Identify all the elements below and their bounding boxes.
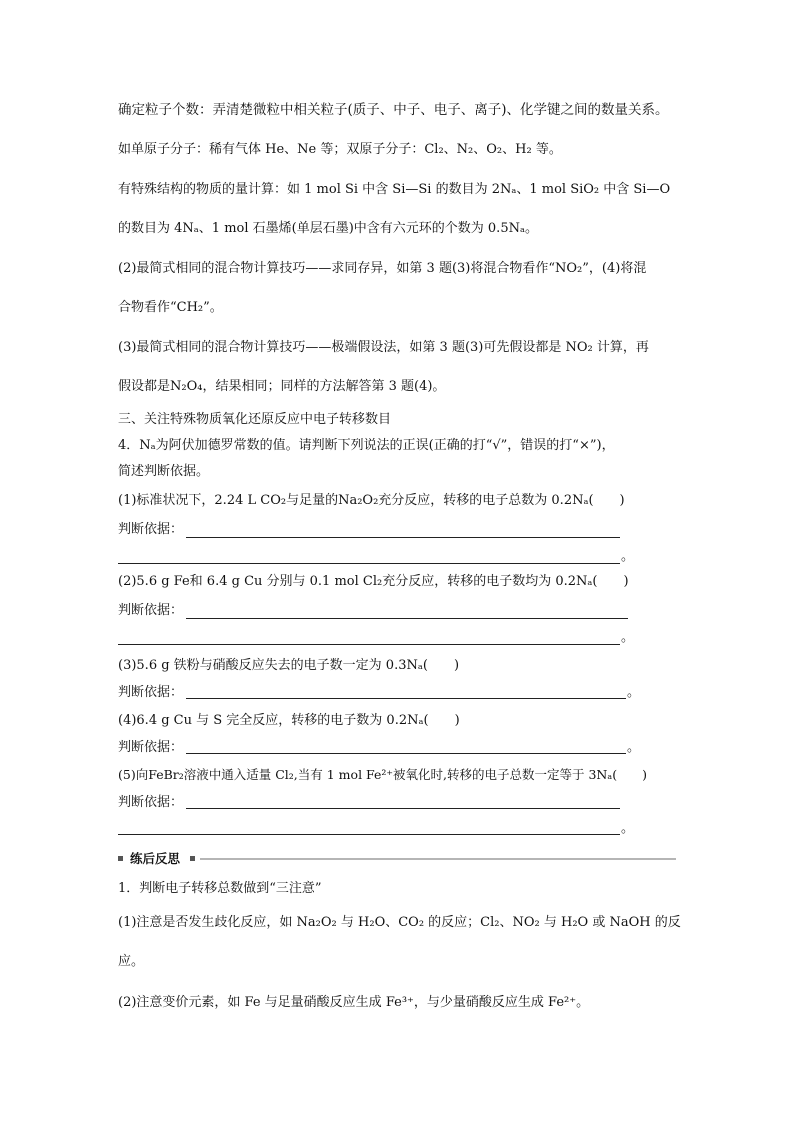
- section-divider: [200, 858, 676, 860]
- answer-line-1b[interactable]: [118, 563, 620, 564]
- judge-label-1: 判断依据：: [118, 522, 184, 537]
- paragraph-special-structure-1: 有特殊结构的物质的量计算：如 1 mol Si 中含 Si—Si 的数目为 2Nₐ、1 mol SiO₂ 中含 Si—O: [118, 182, 671, 197]
- answer-line-4[interactable]: [186, 753, 626, 754]
- section-marker-left-icon: [118, 856, 123, 861]
- judge-label-4: 判断依据：: [118, 740, 184, 755]
- answer-line-3-period: 。: [627, 685, 641, 700]
- question-4-stem-line2: 简述判断依据。: [118, 464, 210, 479]
- answer-line-5b[interactable]: [118, 834, 620, 835]
- question-4-item-2: (2)5.6 g Fe和 6.4 g Cu 分别与 0.1 mol Cl₂充分反应，转移的电子数均为 0.2Nₐ( ): [118, 574, 629, 589]
- paragraph-tip-2-line2: 合物看作“CH₂”。: [118, 300, 223, 315]
- reflection-item-1-line1: (1)注意是否发生歧化反应，如 Na₂O₂ 与 H₂O、CO₂ 的反应；Cl₂、NO₂ 与 H₂O 或 NaOH 的反: [118, 915, 681, 930]
- paragraph-molecule-examples: 如单原子分子：稀有气体 He、Ne 等；双原子分子：Cl₂、N₂、O₂、H₂ 等。: [118, 142, 562, 157]
- question-4-item-5: (5)向FeBr₂溶液中通入适量 Cl₂,当有 1 mol Fe²⁺被氧化时,转移的电子总数一定等于 3Nₐ( ): [118, 767, 647, 782]
- judge-label-5: 判断依据：: [118, 795, 184, 810]
- answer-line-2-period: 。: [621, 630, 635, 645]
- answer-line-2b[interactable]: [118, 644, 620, 645]
- answer-line-2a[interactable]: [186, 618, 628, 619]
- question-4-item-1: (1)标准状况下，2.24 L CO₂与足量的Na₂O₂充分反应，转移的电子总数为 0.2Nₐ( ): [118, 493, 625, 508]
- answer-line-5a[interactable]: [186, 808, 620, 809]
- section-title: 练后反思: [130, 851, 181, 866]
- reflection-item-2: (2)注意变价元素，如 Fe 与足量硝酸反应生成 Fe³⁺，与少量硝酸反应生成 Fe²⁺。: [118, 995, 590, 1010]
- question-4-item-3: (3)5.6 g 铁粉与硝酸反应失去的电子数一定为 0.3Nₐ( ): [118, 658, 460, 673]
- answer-line-1a[interactable]: [186, 537, 620, 538]
- question-4-stem-line1: 4．Nₐ为阿伏加德罗常数的值。请判断下列说法的正误(正确的打“√”，错误的打“×”)，: [118, 438, 615, 453]
- answer-line-1-period: 。: [621, 549, 635, 564]
- reflection-section-header: [118, 850, 676, 868]
- question-4-item-4: (4)6.4 g Cu 与 S 完全反应，转移的电子数为 0.2Nₐ( ): [118, 713, 460, 728]
- paragraph-tip-3-line1: (3)最简式相同的混合物计算技巧——极端假设法，如第 3 题(3)可先假设都是 NO₂ 计算，再: [118, 340, 649, 355]
- paragraph-particle-count: 确定粒子个数：弄清楚微粒中相关粒子(质子、中子、电子、离子)、化学键之间的数量关系。: [118, 102, 669, 118]
- answer-line-3[interactable]: [186, 698, 626, 699]
- judge-label-3: 判断依据：: [118, 685, 184, 700]
- paragraph-special-structure-2: 的数目为 4Nₐ、1 mol 石墨烯(单层石墨)中含有六元环的个数为 0.5Nₐ。: [118, 221, 538, 236]
- answer-line-4-period: 。: [627, 740, 641, 755]
- paragraph-tip-2-line1: (2)最简式相同的混合物计算技巧——求同存异，如第 3 题(3)将混合物看作“NO₂”，(4)将混: [118, 261, 647, 276]
- reflection-point-1: 1．判断电子转移总数做到“三注意”: [118, 881, 322, 896]
- section-marker-right-icon: [190, 856, 195, 861]
- reflection-item-1-line2: 应。: [118, 954, 145, 969]
- answer-line-5-period: 。: [621, 821, 635, 836]
- section-heading-3: 三、关注特殊物质氧化还原反应中电子转移数目: [118, 412, 392, 427]
- judge-label-2: 判断依据：: [118, 603, 184, 618]
- paragraph-tip-3-line2: 假设都是N₂O₄，结果相同；同样的方法解答第 3 题(4)。: [118, 379, 446, 394]
